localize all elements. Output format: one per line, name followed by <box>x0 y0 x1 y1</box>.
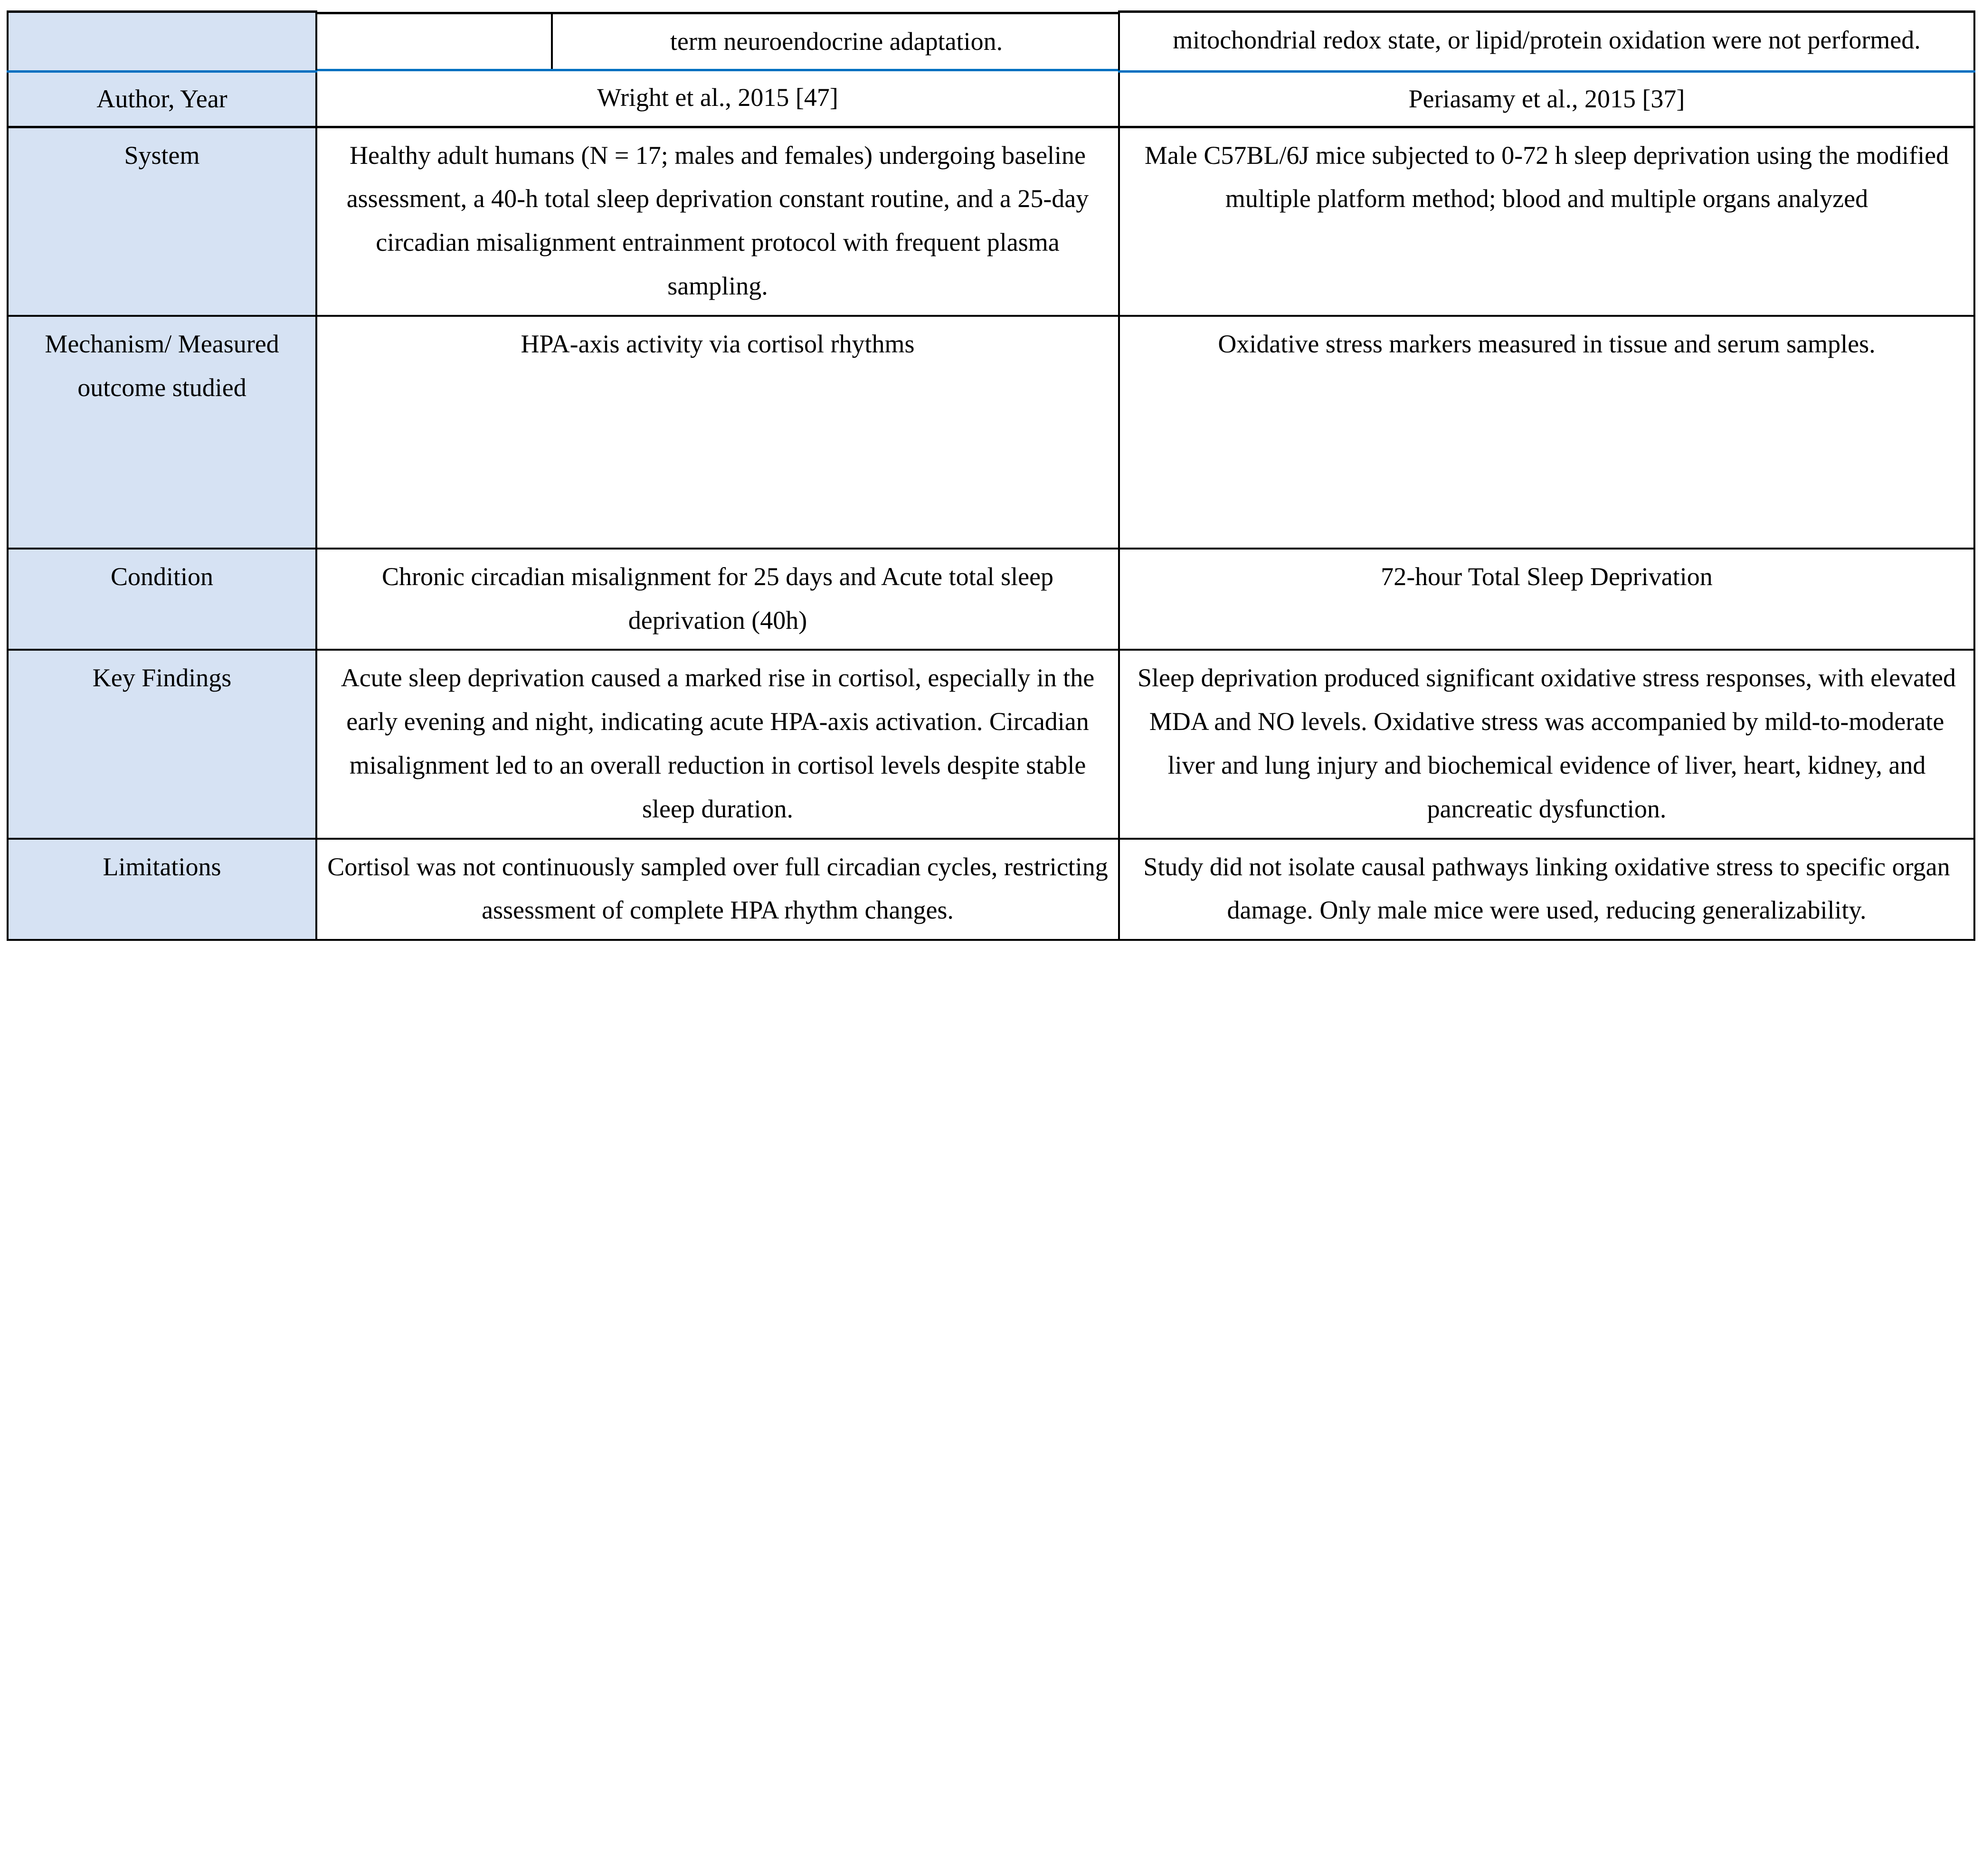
cell-condition-right: 72-hour Total Sleep Deprivation <box>1119 549 1974 650</box>
cell-mechanism-right: Oxidative stress markers measured in tissue and serum samples. <box>1119 316 1974 549</box>
table-row-limitations <box>8 839 1974 940</box>
continuation-empty-cell <box>317 13 552 70</box>
continuation-middle-cell: term neuroendocrine adaptation. <box>552 13 1120 70</box>
cell-author-year-right: Periasamy et al., 2015 [37] <box>1119 71 1974 127</box>
table-row-condition <box>8 549 1974 650</box>
cell-author-year-left: Wright et al., 2015 [47] <box>316 71 1119 127</box>
row-label-condition: Condition <box>8 549 316 650</box>
cell-key-findings-left: Acute sleep deprivation caused a marked rise in cortisol, especially in the early evening and night, indicating acute HPA-axis activation. Circadian misalignment led to an overall reduction in cortisol levels despite stable sleep duration. <box>316 650 1119 838</box>
continuation-split-container <box>316 12 1119 72</box>
cell-limitations-left: Cortisol was not continuously sampled over full circadian cycles, restricting assessment of complete HPA rhythm changes. <box>316 839 1119 940</box>
continuation-label-cell <box>8 12 316 72</box>
cell-condition-left: Chronic circadian misalignment for 25 days and Acute total sleep deprivation (40h) <box>316 549 1119 650</box>
continuation-right-cell: mitochondrial redox state, or lipid/protein oxidation were not performed. <box>1119 12 1974 72</box>
cell-key-findings-right: Sleep deprivation produced significant oxidative stress responses, with elevated MDA and NO levels. Oxidative stress was accompanied by mild-to-moderate liver and lung injury and biochemical evidence of liver, heart, kidney, and pancreatic dysfunction. <box>1119 650 1974 838</box>
table-row-system <box>8 127 1974 316</box>
cell-system-right: Male C57BL/6J mice subjected to 0-72 h sleep deprivation using the modified multiple platform method; blood and multiple organs analyzed <box>1119 127 1974 316</box>
row-label-limitations: Limitations <box>8 839 316 940</box>
row-label-key-findings: Key Findings <box>8 650 316 838</box>
study-comparison-table <box>7 10 1975 941</box>
table-row-mechanism <box>8 316 1974 549</box>
row-label-mechanism: Mechanism/ Measured outcome studied <box>8 316 316 549</box>
cell-limitations-right: Study did not isolate causal pathways linking oxidative stress to specific organ damage. Only male mice were used, reducing generalizability. <box>1119 839 1974 940</box>
cell-system-left: Healthy adult humans (N = 17; males and females) undergoing baseline assessment, a 40-h total sleep deprivation constant routine, and a 25-day circadian misalignment entrainment protocol with frequent plasma sampling. <box>316 127 1119 316</box>
row-label-system: System <box>8 127 316 316</box>
row-label-author-year: Author, Year <box>8 71 316 127</box>
table-row-key-findings <box>8 650 1974 838</box>
cell-mechanism-left: HPA-axis activity via cortisol rhythms <box>316 316 1119 549</box>
table-row-continuation <box>8 12 1974 72</box>
table-row-author-year <box>8 71 1974 127</box>
